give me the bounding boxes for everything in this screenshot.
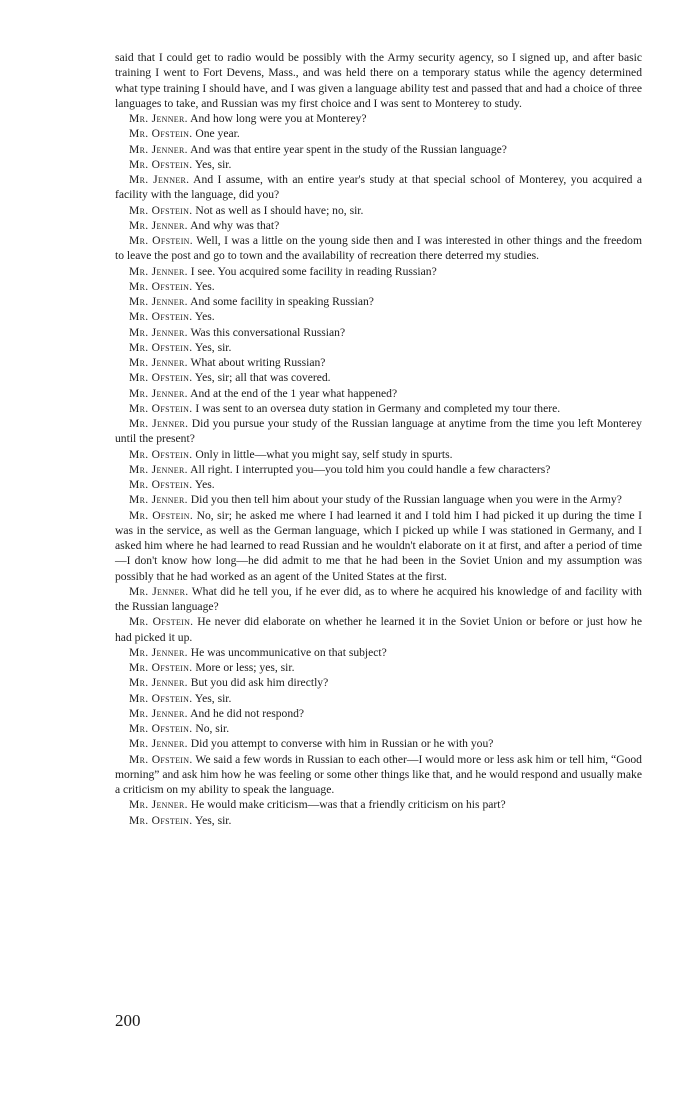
speaker-name: Mr. Ofstein. — [129, 340, 193, 354]
paragraph-text: He would make criticism—was that a friendly criticism on his part? — [190, 798, 506, 812]
paragraph-text: One year. — [195, 127, 240, 141]
testimony-paragraph — [115, 218, 642, 233]
testimony-paragraph — [115, 416, 642, 447]
paragraph-text: And he did not respond? — [190, 706, 305, 720]
speaker-name: Mr. Ofstein. — [129, 234, 193, 247]
testimony-paragraph — [115, 279, 642, 294]
transcript-page — [115, 50, 642, 828]
testimony-paragraph — [115, 492, 642, 507]
speaker-name: Mr. Jenner. — [129, 706, 188, 720]
speaker-name: Mr. Ofstein. — [129, 401, 193, 415]
speaker-name: Mr. Ofstein. — [129, 722, 193, 735]
paragraph-text: He never did elaborate on whether he learned it in the Soviet Union or before or just how he had picked it up. — [115, 615, 642, 644]
speaker-name: Mr. Jenner. — [129, 325, 188, 339]
paragraph-text: All right. I interrupted you—you told him you could handle a few characters? — [190, 462, 551, 476]
paragraph-text: Yes, sir. — [194, 340, 232, 354]
speaker-name: Mr. Jenner. — [129, 493, 188, 507]
testimony-paragraph — [115, 752, 642, 798]
paragraph-text: Did you then tell him about your study of the Russian language when you were in the Army? — [190, 493, 622, 507]
speaker-name: Mr. Jenner. — [129, 462, 188, 476]
paragraph-text: More or less; yes, sir. — [195, 661, 295, 674]
paragraph-text: And some facility in speaking Russian? — [190, 295, 374, 308]
testimony-paragraph — [115, 233, 642, 264]
paragraph-text: Yes. — [194, 279, 215, 293]
testimony-paragraph — [115, 157, 642, 172]
speaker-name: Mr. Ofstein. — [129, 203, 193, 217]
testimony-paragraph — [115, 660, 642, 675]
paragraph-text: And why was that? — [190, 218, 280, 232]
paragraph-text: Only in little—what you might say, self study in spurts. — [195, 447, 453, 461]
paragraph-text: Well, I was a little on the young side then and I was interested in other things and the freedom to leave the post and go to town and the availability of recreation there deterred my studies. — [115, 234, 642, 263]
speaker-name: Mr. Ofstein. — [129, 813, 193, 827]
testimony-paragraph — [115, 508, 642, 584]
paragraph-text: No, sir. — [195, 722, 230, 735]
paragraph-text: And at the end of the 1 year what happened? — [190, 386, 398, 400]
testimony-paragraph — [115, 614, 642, 645]
paragraph-text: Yes, sir; all that was covered. — [194, 371, 331, 385]
paragraph-text: Not as well as I should have; no, sir. — [195, 203, 364, 217]
testimony-paragraph — [115, 736, 642, 751]
speaker-name: Mr. Jenner. — [129, 112, 188, 125]
speaker-name: Mr. Jenner. — [129, 295, 188, 308]
speaker-name: Mr. Jenner. — [129, 386, 188, 400]
speaker-name: Mr. Ofstein. — [129, 508, 194, 522]
speaker-name: Mr. Jenner. — [129, 142, 188, 156]
speaker-name: Mr. Jenner. — [129, 173, 190, 186]
testimony-paragraph — [115, 111, 642, 126]
testimony-paragraph — [115, 172, 642, 203]
testimony-paragraph — [115, 340, 642, 355]
speaker-name: Mr. Ofstein. — [129, 691, 193, 705]
paragraph-text: Yes. — [194, 478, 215, 491]
testimony-paragraph — [115, 477, 642, 492]
speaker-name: Mr. Jenner. — [129, 676, 188, 690]
continuation-paragraph — [115, 50, 642, 111]
speaker-name: Mr. Jenner. — [129, 264, 188, 278]
testimony-paragraph — [115, 142, 642, 157]
speaker-name: Mr. Ofstein. — [129, 127, 193, 141]
paragraph-text: I see. You acquired some facility in reading Russian? — [190, 264, 437, 278]
testimony-paragraph — [115, 294, 642, 309]
testimony-paragraph — [115, 675, 642, 690]
testimony-paragraph — [115, 325, 642, 340]
testimony-paragraph — [115, 706, 642, 721]
testimony-paragraph — [115, 203, 642, 218]
testimony-paragraph — [115, 462, 642, 477]
speaker-name: Mr. Ofstein. — [129, 615, 194, 629]
speaker-name: Mr. Ofstein. — [129, 310, 193, 324]
speaker-name: Mr. Jenner. — [129, 737, 188, 751]
paragraph-text: And how long were you at Monterey? — [190, 112, 367, 125]
paragraph-text: But you did ask him directly? — [190, 676, 329, 690]
testimony-paragraph — [115, 584, 642, 615]
paragraph-text: We said a few words in Russian to each other—I would more or less ask him or tell him, “Good morning” and ask him how he was feeling or some other things like that, and he would respond and usually make a criticism on my ability to speak the language. — [115, 752, 642, 796]
paragraph-text: No, sir; he asked me where I had learned it and I told him I had picked it up during the time I was in the service, as well as the German language, which I picked up while I was stationed in Germany, and I asked him where he had learned to read Russian and he wouldn't elaborate on it at first, and after a period of time—I don't know how long—he did admit to me that he had been in the Soviet Union and my assumption was possibly that he had worked as an agent of the United States at the first. — [115, 508, 642, 583]
testimony-paragraph — [115, 813, 642, 828]
speaker-name: Mr. Ofstein. — [129, 478, 193, 491]
testimony-paragraph — [115, 386, 642, 401]
paragraph-text: Did you pursue your study of the Russian language at anytime from the time you left Monterey until the present? — [115, 417, 642, 446]
paragraph-text: said that I could get to radio would be possibly with the Army security agency, so I signed up, and after basic training I went to Fort Devens, Mass., and was held there on a temporary status while the agency determined what type training I should have, and I was given a language ability test and passed that and had a choice of three languages to take, and Russian was my first choice and I was sent to Monterey to study. — [115, 51, 642, 110]
speaker-name: Mr. Ofstein. — [129, 447, 193, 461]
speaker-name: Mr. Jenner. — [129, 417, 189, 430]
paragraph-text: I was sent to an oversea duty station in Germany and completed my tour there. — [195, 401, 561, 415]
paragraph-text: And I assume, with an entire year's study at that special school of Monterey, you acquired a facility with the language, did you? — [115, 173, 642, 202]
testimony-paragraph — [115, 797, 642, 812]
testimony-paragraph — [115, 721, 642, 736]
paragraph-text: And was that entire year spent in the study of the Russian language? — [190, 142, 507, 156]
paragraph-text: What did he tell you, if he ever did, as to where he acquired his knowledge of and facility with the Russian language? — [115, 584, 642, 613]
paragraph-text: What about writing Russian? — [190, 356, 326, 369]
speaker-name: Mr. Ofstein. — [129, 279, 193, 293]
speaker-name: Mr. Ofstein. — [129, 371, 193, 385]
testimony-paragraph — [115, 309, 642, 324]
testimony-paragraph — [115, 691, 642, 706]
paragraph-text: Yes, sir. — [194, 813, 232, 827]
testimony-paragraph — [115, 126, 642, 141]
paragraph-text: Was this conversational Russian? — [190, 325, 346, 339]
testimony-paragraph — [115, 264, 642, 279]
speaker-name: Mr. Jenner. — [129, 584, 189, 598]
paragraph-text: He was uncommunicative on that subject? — [190, 645, 387, 659]
paragraph-text: Did you attempt to converse with him in Russian or he with you? — [190, 737, 494, 751]
paragraph-text: Yes. — [194, 310, 215, 324]
speaker-name: Mr. Ofstein. — [129, 661, 193, 674]
speaker-name: Mr. Ofstein. — [129, 157, 193, 171]
paragraph-text: Yes, sir. — [194, 157, 232, 171]
speaker-name: Mr. Jenner. — [129, 798, 188, 812]
testimony-paragraph — [115, 447, 642, 462]
speaker-name: Mr. Jenner. — [129, 356, 188, 369]
paragraph-text: Yes, sir. — [194, 691, 232, 705]
testimony-paragraph — [115, 370, 642, 385]
page-number: 200 — [115, 1011, 141, 1030]
testimony-paragraph — [115, 645, 642, 660]
speaker-name: Mr. Jenner. — [129, 218, 188, 232]
speaker-name: Mr. Ofstein. — [129, 752, 193, 766]
testimony-paragraph — [115, 355, 642, 370]
speaker-name: Mr. Jenner. — [129, 645, 188, 659]
testimony-paragraph — [115, 401, 642, 416]
